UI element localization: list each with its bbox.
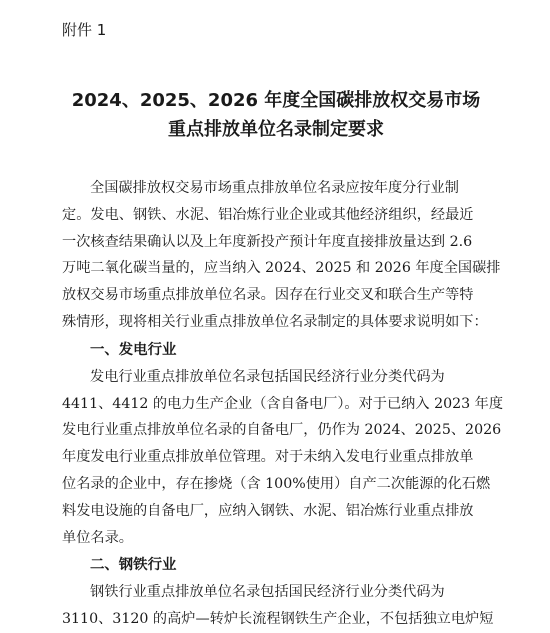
section1-line: 料发电设施的自备电厂，应纳入钢铁、水泥、铝冶炼行业重点排放 xyxy=(62,502,474,519)
section1-line: 年度发电行业重点排放单位管理。对于未纳入发电行业重点排放单 xyxy=(62,449,474,466)
intro-line: 万吨二氧化碳当量的，应当纳入 2024、2025 和 2026 年度全国碳排 xyxy=(62,260,501,277)
intro-line: 殊情形，现将相关行业重点排放单位名录制定的具体要求说明如下： xyxy=(62,313,488,330)
section-heading-power: 一、发电行业 xyxy=(90,341,177,358)
document-body xyxy=(62,175,504,633)
section2-line: 钢铁行业重点排放单位名录包括国民经济行业分类代码为 xyxy=(90,584,445,601)
document-title xyxy=(62,86,490,144)
intro-line: 一次核查结果确认以及上年度新投产预计年度直接排放量达到 2.6 xyxy=(62,233,473,250)
section1-line: 位名录的企业中，存在掺烧（含 100%使用）自产二次能源的化石燃 xyxy=(62,475,491,492)
title-line-2: 重点排放单位名录制定要求 xyxy=(168,119,384,140)
section-heading-steel: 二、钢铁行业 xyxy=(90,557,177,574)
intro-line: 全国碳排放权交易市场重点排放单位名录应按年度分行业制 xyxy=(90,180,459,196)
title-line-1: 2024、2025、2026 年度全国碳排放权交易市场 xyxy=(71,90,481,111)
section1-line: 4411、4412 的电力生产企业（含自备电厂）。对于已纳入 2023 年度 xyxy=(62,395,504,412)
section1-line: 发电行业重点排放单位名录包括国民经济行业分类代码为 xyxy=(90,368,445,385)
intro-line: 定。发电、钢铁、水泥、铝冶炼行业企业或其他经济组织，经最近 xyxy=(62,206,474,223)
section2-line: 3110、3120 的高炉—转炉长流程钢铁生产企业，不包括独立电炉短 xyxy=(62,611,494,628)
section1-line: 单位名录。 xyxy=(62,529,133,546)
attachment-label: 附件 1 xyxy=(62,21,107,39)
intro-line: 放权交易市场重点排放单位名录。因存在行业交叉和联合生产等特 xyxy=(62,287,474,304)
section1-line: 发电行业重点排放单位名录的自备电厂，仍作为 2024、2025、2026 xyxy=(62,422,502,439)
